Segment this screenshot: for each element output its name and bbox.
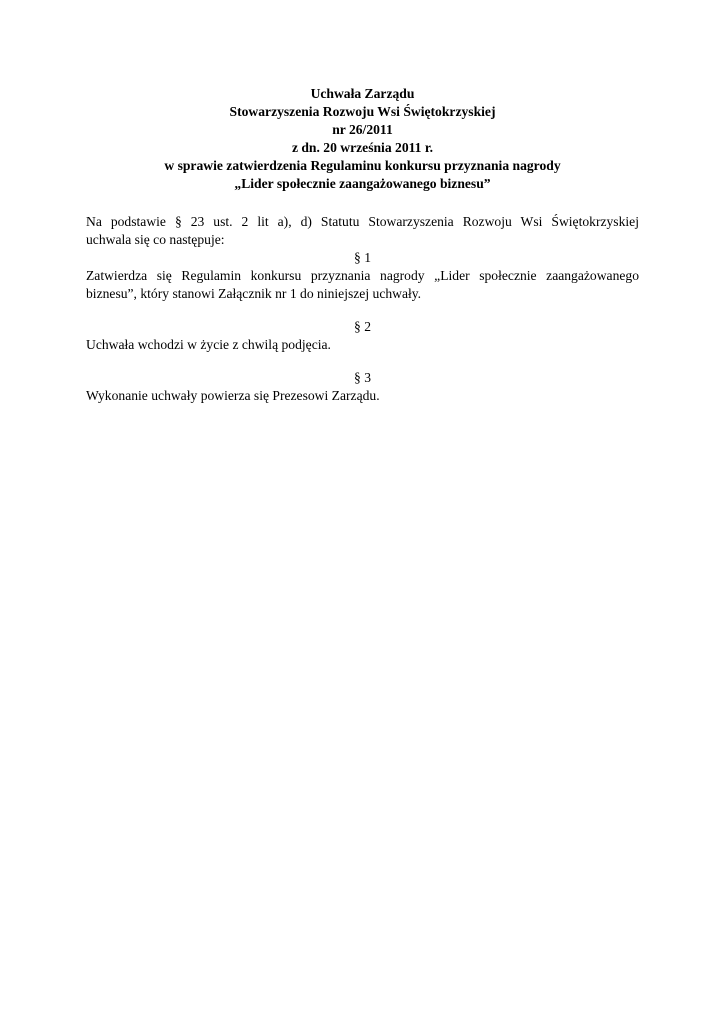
section-2-paragraph: [86, 336, 639, 354]
header-subject: w sprawie zatwierdzenia Regulaminu konkursu przyznania nagrody: [164, 158, 561, 173]
section-1-line-2: biznesu”, który stanowi Załącznik nr 1 do niniejszej uchwały.: [86, 286, 422, 301]
section-3-line-1: Wykonanie uchwały powierza się Prezesowi Zarządu.: [86, 388, 380, 403]
section-1-line-1: Zatwierdza się Regulamin konkursu przyznania nagrody „Lider społecznie zaangażowanego: [86, 268, 639, 283]
section-mark-1: § 1: [354, 250, 371, 265]
resolution-body: [86, 213, 639, 405]
intro-line-1: Na podstawie § 23 ust. 2 lit a), d) Statutu Stowarzyszenia Rozwoju Wsi Świętokrzyskiej: [86, 214, 639, 229]
section-1-paragraph: [86, 267, 639, 303]
section-mark-2: § 2: [354, 319, 371, 334]
intro-paragraph: [86, 213, 639, 249]
header-date: z dn. 20 września 2011 r.: [291, 140, 434, 155]
header-title: Uchwała Zarządu: [310, 86, 415, 101]
section-mark-3: § 3: [354, 370, 371, 385]
spacer: [86, 354, 639, 369]
intro-line-2: uchwala się co następuje:: [86, 232, 225, 247]
header-organization: Stowarzyszenia Rozwoju Wsi Świętokrzyskiej: [229, 104, 496, 119]
header-award-name: „Lider społecznie zaangażowanego biznesu”: [234, 176, 491, 191]
resolution-header: [86, 85, 639, 193]
section-3-paragraph: [86, 387, 639, 405]
section-2-line-1: Uchwała wchodzi w życie z chwilą podjęcia.: [86, 337, 331, 352]
header-number: nr 26/2011: [332, 122, 393, 137]
document-page: [86, 85, 639, 405]
spacer: [86, 193, 639, 213]
spacer: [86, 303, 639, 318]
